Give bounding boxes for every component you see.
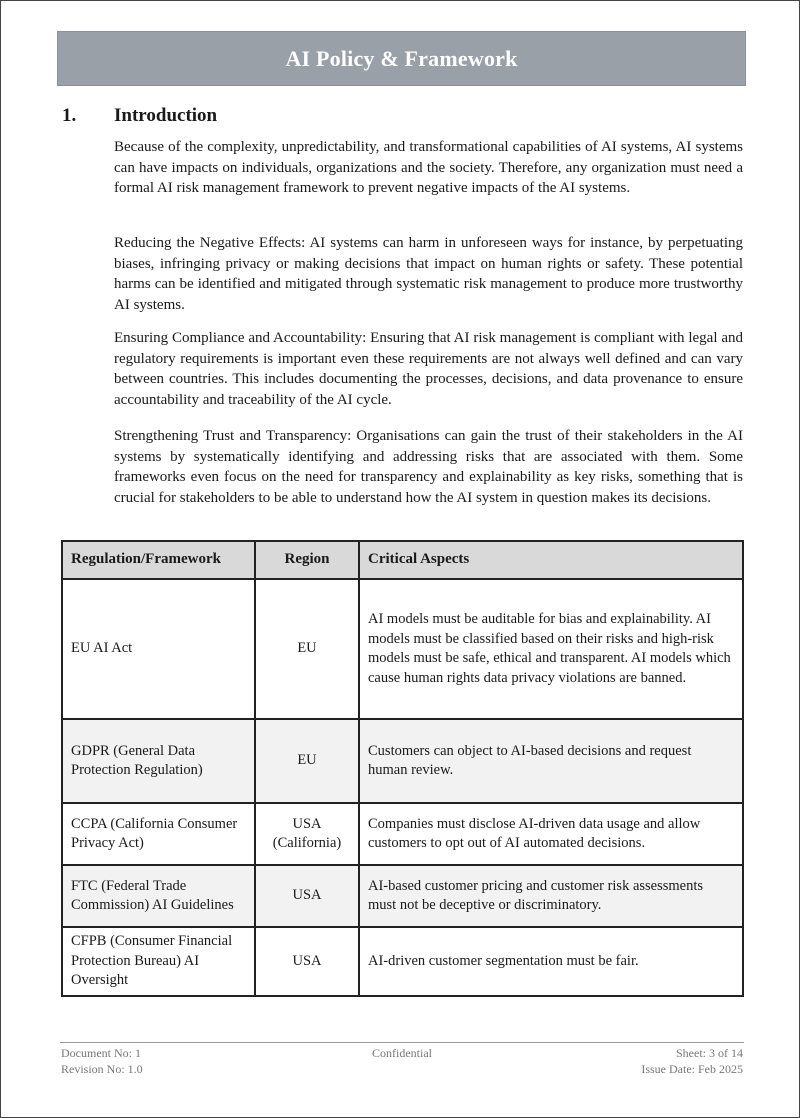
header-framework: Regulation/Framework <box>62 541 255 579</box>
section-heading <box>62 105 217 127</box>
revision-number: Revision No: 1.0 <box>61 1062 143 1076</box>
table-header-row <box>62 541 743 579</box>
cell-aspects: Companies must disclose AI-driven data usage and allow customers to opt out of AI automated decisions. <box>359 803 743 865</box>
header-region: Region <box>255 541 359 579</box>
cell-aspects: Customers can object to AI-based decisions and request human review. <box>359 719 743 803</box>
table-row <box>62 865 743 927</box>
cell-framework: FTC (Federal Trade Commission) AI Guidelines <box>62 865 255 927</box>
regulations-table <box>61 540 744 997</box>
footer-divider <box>60 1042 744 1043</box>
cell-framework: GDPR (General Data Protection Regulation) <box>62 719 255 803</box>
footer-right <box>641 1045 743 1077</box>
cell-framework: CFPB (Consumer Financial Protection Bureau) AI Oversight <box>62 927 255 996</box>
table-row <box>62 927 743 996</box>
section-title: Introduction <box>114 105 218 126</box>
cell-aspects: AI-based customer pricing and customer risk assessments must not be deceptive or discriminatory. <box>359 865 743 927</box>
intro-paragraph: Because of the complexity, unpredictability, and transformational capabilities of AI systems, AI systems can have impacts on individuals, organizations and the society. Therefore, any organization must need a formal AI risk management framework to prevent negative impacts of the AI systems. <box>114 139 743 196</box>
cell-region: EU <box>255 719 359 803</box>
cell-region: USA <box>255 865 359 927</box>
cell-aspects: AI models must be auditable for bias and explainability. AI models must be classified based on their risks and high-risk models must be safe, ethical and transparent. AI models which cause human rights data privacy violations are banned. <box>359 579 743 719</box>
document-number: Document No: 1 <box>61 1046 141 1060</box>
table-row <box>62 579 743 719</box>
cell-region: EU <box>255 579 359 719</box>
negative-effects-paragraph: Reducing the Negative Effects: AI systems can harm in unforeseen ways for instance, by perpetuating biases, infringing privacy or making decisions that impact on human rights or safety. These potential harms can be identified and mitigated through systematic risk management to produce more trustworthy AI systems. <box>114 235 743 313</box>
document-title-bar <box>57 31 746 86</box>
compliance-paragraph: Ensuring Compliance and Accountability: Ensuring that AI risk management is compliant with legal and regulatory requirements is important even these requirements are not always well defined and can vary between countries. This includes documenting the processes, decisions, and data provenance to ensure accountability and traceability of the AI cycle. <box>114 330 743 408</box>
document-title: AI Policy & Framework <box>285 45 518 71</box>
table-row <box>62 803 743 865</box>
section-number: 1. <box>62 105 77 126</box>
header-aspects: Critical Aspects <box>359 541 743 579</box>
cell-framework: CCPA (California Consumer Privacy Act) <box>62 803 255 865</box>
cell-framework: EU AI Act <box>62 579 255 719</box>
cell-aspects: AI-driven customer segmentation must be fair. <box>359 927 743 996</box>
cell-region: USA <box>255 927 359 996</box>
cell-region: USA (California) <box>255 803 359 865</box>
classification-label: Confidential <box>372 1046 432 1060</box>
table-row <box>62 719 743 803</box>
issue-date: Issue Date: Feb 2025 <box>641 1062 743 1076</box>
sheet-number: Sheet: 3 of 14 <box>676 1046 743 1060</box>
trust-paragraph: Strengthening Trust and Transparency: Organisations can gain the trust of their stakeholders in the AI systems by systematically identifying and addressing risks that are associated with them. Some frameworks even focus on the need for transparency and explainability as key risks, something that is crucial for stakeholders to be able to understand how the AI system in question makes its decisions. <box>114 428 743 506</box>
